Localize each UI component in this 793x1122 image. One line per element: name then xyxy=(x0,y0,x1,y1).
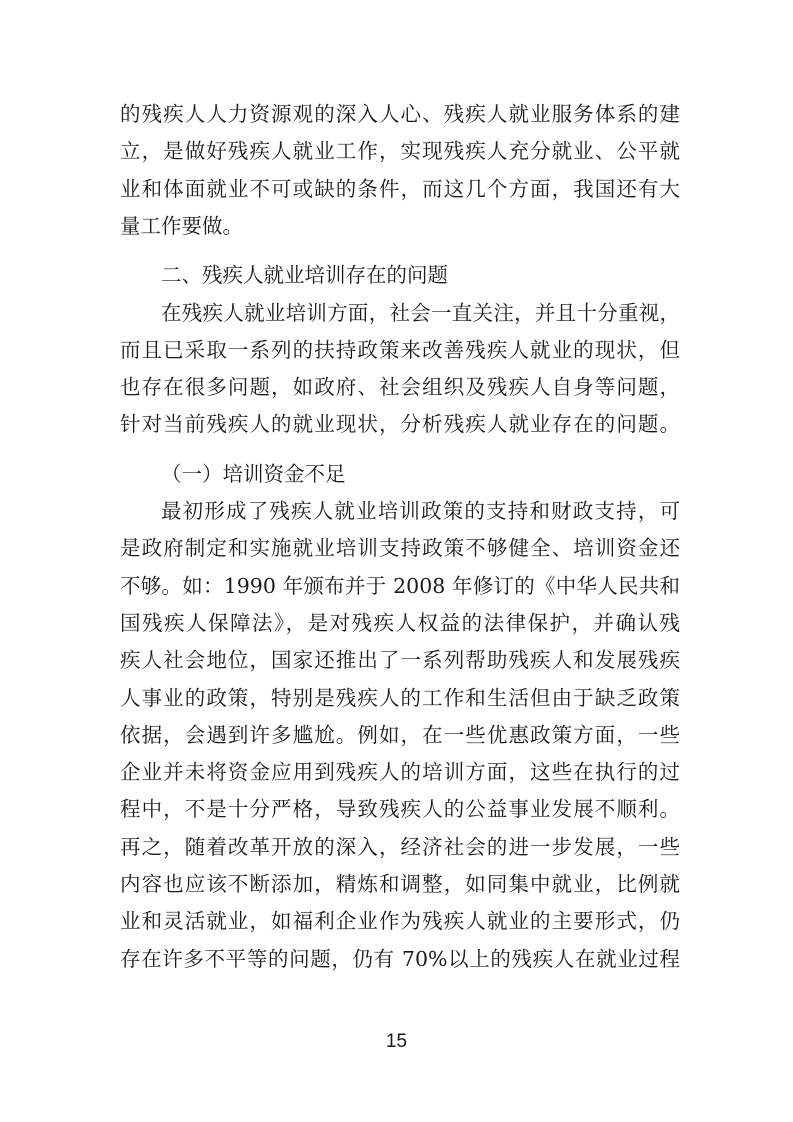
text-line: 不够。如：1990 年颁布并于 2008 年修订的《中华人民共和 xyxy=(120,573,680,598)
page-number: 15 xyxy=(385,1031,408,1052)
text-line: 存在许多不平等的问题，仍有 70%以上的残疾人在就业过程 xyxy=(120,946,680,971)
text-line: 针对当前残疾人的就业现状，分析残疾人就业存在的问题。 xyxy=(120,412,680,437)
text-line: 是政府制定和实施就业培训支持政策不够健全、培训资金还 xyxy=(120,536,680,561)
text-line: 而且已采取一系列的扶持政策来改善残疾人就业的现状，但 xyxy=(120,337,680,362)
text-line: 企业并未将资金应用到残疾人的培训方面，这些在执行的过 xyxy=(120,760,680,785)
text-line: 依据，会遇到许多尴尬。例如，在一些优惠政策方面，一些 xyxy=(120,722,680,747)
text-line: 业和灵活就业，如福利企业作为残疾人就业的主要形式，仍 xyxy=(120,909,680,934)
text-line: 在残疾人就业培训方面，社会一直关注，并且十分重视， xyxy=(161,300,680,325)
text-line: 业和体面就业不可或缺的条件，而这几个方面，我国还有大 xyxy=(120,176,680,201)
text-line: 内容也应该不断添加，精炼和调整，如同集中就业，比例就 xyxy=(120,872,680,896)
text-line: 也存在很多问题，如政府、社会组织及残疾人自身等问题， xyxy=(120,375,680,400)
text-line: 程中，不是十分严格，导致残疾人的公益事业发展不顺利。 xyxy=(120,797,680,822)
text-line: 的残疾人人力资源观的深入人心、残疾人就业服务体系的建 xyxy=(120,102,680,126)
text-line: 再之，随着改革开放的深入，经济社会的进一步发展，一些 xyxy=(120,834,680,859)
text-line: 人事业的政策，特别是残疾人的工作和生活但由于缺乏政策 xyxy=(120,685,680,710)
section-heading: 二、残疾人就业培训存在的问题 xyxy=(161,263,448,288)
subsection-heading: （一）培训资金不足 xyxy=(161,461,346,486)
text-line: 量工作要做。 xyxy=(120,213,243,238)
text-line: 最初形成了残疾人就业培训政策的支持和财政支持，可 xyxy=(161,499,680,523)
text-line: 国残疾人保障法》，是对残疾人权益的法律保护，并确认残 xyxy=(120,610,680,635)
text-line: 疾人社会地位，国家还推出了一系列帮助残疾人和发展残疾 xyxy=(120,648,680,673)
text-line: 立，是做好残疾人就业工作，实现残疾人充分就业、公平就 xyxy=(120,139,680,164)
